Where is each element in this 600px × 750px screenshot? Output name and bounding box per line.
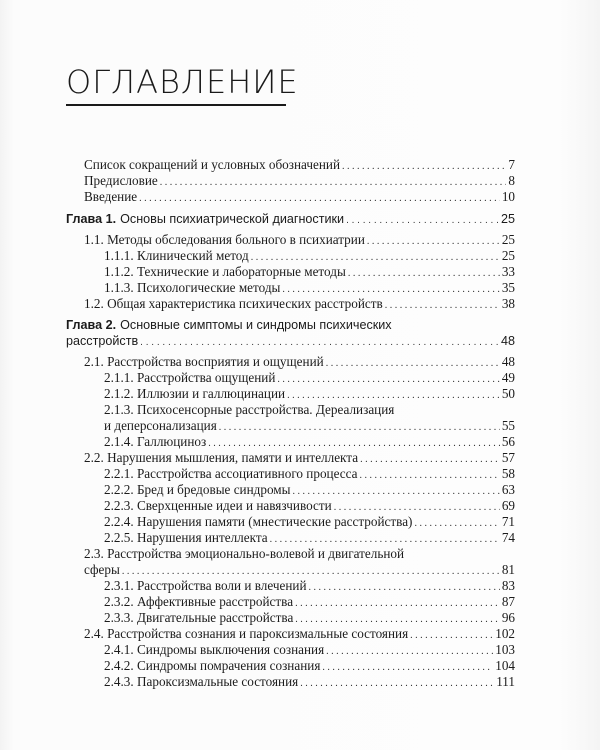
toc-subsection[interactable] (104, 642, 515, 659)
dot-leader (295, 610, 500, 627)
toc-page-number: 50 (501, 386, 515, 401)
toc-entry-text: 2.1. Расстройства восприятия и ощущений (84, 354, 324, 369)
dot-leader (208, 434, 500, 451)
toc-subsection[interactable] (104, 264, 515, 281)
toc-page-number: 10 (501, 189, 515, 204)
dot-leader (160, 173, 507, 190)
dot-leader (140, 334, 499, 350)
dot-leader (282, 280, 499, 297)
chapter-title: Основные симптомы и синдромы психических (120, 318, 392, 332)
toc-subsection[interactable] (104, 386, 515, 403)
toc-entry-text: 2.2.1. Расстройства ассоциативного процесса (104, 466, 358, 481)
dot-leader (322, 658, 493, 675)
toc-page-number: 25 (500, 212, 515, 226)
toc-section[interactable] (84, 232, 515, 249)
toc-section[interactable] (84, 562, 515, 579)
toc-page-number: 48 (501, 354, 515, 369)
toc-page-number: 96 (501, 610, 515, 625)
toc-entry-text-cont: и деперсонализация (104, 418, 217, 433)
toc-page-number: 111 (496, 674, 515, 689)
dot-leader (346, 212, 499, 228)
toc-entry-text: 2.3.1. Расстройства воли и влечений (104, 578, 307, 593)
dot-leader (122, 562, 500, 579)
toc-page-number: 8 (508, 173, 515, 188)
toc-subsection[interactable] (104, 578, 515, 595)
toc-page-number: 103 (495, 642, 515, 657)
toc-page-number: 71 (501, 514, 515, 529)
toc-subsection[interactable] (104, 658, 515, 675)
toc-subsection[interactable] (104, 514, 515, 531)
toc-page-number: 58 (501, 466, 515, 481)
toc-page-number: 33 (501, 264, 515, 279)
toc-subsection-line1[interactable] (104, 402, 394, 417)
toc-entry-text: 2.3.3. Двигательные расстройства (104, 610, 294, 625)
toc-entry-text: 2.1.3. Психосенсорные расстройства. Дереализация (104, 402, 395, 417)
toc-page-number: 57 (501, 450, 515, 465)
toc-section[interactable] (84, 296, 515, 313)
toc-chapter-2[interactable] (66, 334, 515, 350)
toc-entry-text: 2.2.4. Нарушения памяти (мнестические расстройства) (104, 514, 413, 529)
chapter-label: Глава 2. (66, 318, 117, 332)
toc-subsection[interactable] (104, 674, 515, 691)
toc-subsection[interactable] (104, 280, 515, 297)
dot-leader (414, 514, 499, 531)
toc-entry-text: 2.2.3. Сверхценные идеи и навязчивости (104, 498, 332, 513)
toc-entry-text: 2.4.3. Пароксизмальные состояния (104, 674, 299, 689)
toc-entry-abbreviations[interactable] (84, 157, 515, 174)
toc-entry-text-cont: сферы (84, 562, 120, 577)
dot-leader (410, 626, 493, 643)
page-title: ОГЛАВЛЕНИЕ (66, 63, 299, 101)
toc-entry-text: 2.1.2. Иллюзии и галлюцинации (104, 386, 286, 401)
toc-entry-text: Предисловие (84, 173, 158, 188)
dot-leader (360, 466, 500, 483)
dot-leader (139, 189, 500, 206)
toc-subsection[interactable] (104, 370, 515, 387)
toc-page-number: 35 (501, 280, 515, 295)
toc-page-number: 49 (501, 370, 515, 385)
dot-leader (334, 498, 500, 515)
toc-subsection[interactable] (104, 248, 515, 265)
toc-entry-preface[interactable] (84, 173, 515, 190)
toc-entry-text: Введение (84, 189, 138, 204)
toc-entry-text: 1.1.3. Психологические методы (104, 280, 281, 295)
toc-page-number: 102 (495, 626, 515, 641)
toc-entry-text: 2.2.2. Бред и бредовые синдромы (104, 482, 291, 497)
toc-subsection[interactable] (104, 466, 515, 483)
toc-section[interactable] (84, 626, 515, 643)
toc-entry-text: 2.3.2. Аффективные расстройства (104, 594, 294, 609)
dot-leader (251, 248, 500, 265)
dot-leader (277, 370, 499, 387)
title-underline (66, 104, 286, 106)
toc-page-number: 87 (501, 594, 515, 609)
toc-page-number: 81 (501, 562, 515, 577)
toc-entry-text: 2.2.5. Нарушения интеллекта (104, 530, 268, 545)
toc-entry-text: 2.4.1. Синдромы выключения сознания (104, 642, 325, 657)
toc-subsection[interactable] (104, 434, 515, 451)
dot-leader (219, 418, 500, 435)
toc-page-number: 55 (501, 418, 515, 433)
toc-page-number: 25 (501, 248, 515, 263)
dot-leader (385, 296, 500, 313)
dot-leader (287, 386, 500, 403)
toc-page-number: 69 (501, 498, 515, 513)
toc-entry-text: 1.1.1. Клинический метод (104, 248, 249, 263)
dot-leader (342, 157, 506, 174)
dot-leader (293, 482, 500, 499)
toc-subsection[interactable] (104, 498, 515, 515)
toc-section-line1[interactable] (84, 546, 404, 561)
dot-leader (270, 530, 500, 547)
dot-leader (348, 264, 500, 281)
toc-subsection[interactable] (104, 610, 515, 627)
toc-entry-introduction[interactable] (84, 189, 515, 206)
dot-leader (367, 232, 500, 249)
toc-page-number: 48 (500, 334, 515, 348)
toc-entry-text: Список сокращений и условных обозначений (84, 157, 340, 172)
toc-entry-text: 2.3. Расстройства эмоционально-волевой и двигательной (84, 546, 405, 561)
toc-section[interactable] (84, 354, 515, 371)
toc-page-number: 63 (501, 482, 515, 497)
toc-entry-text: 2.4.2. Синдромы помрачения сознания (104, 658, 321, 673)
toc-page-number: 56 (501, 434, 515, 449)
toc-entry-text: 1.2. Общая характеристика психических расстройств (84, 296, 383, 311)
toc-section[interactable] (84, 450, 515, 467)
toc-page-number: 7 (508, 157, 515, 172)
toc-chapter-1[interactable] (66, 212, 515, 228)
toc-entry-text: 2.4. Расстройства сознания и пароксизмальные состояния (84, 626, 409, 641)
toc-entry-text: 1.1.2. Технические и лабораторные методы (104, 264, 346, 279)
toc-page-number: 83 (501, 578, 515, 593)
toc-chapter-2-line1[interactable] (66, 318, 392, 333)
toc-subsection[interactable] (104, 530, 515, 547)
chapter-title: Основы психиатрической диагностики (120, 212, 345, 226)
toc-entry-text: 1.1. Методы обследования больного в психиатрии (84, 232, 365, 247)
dot-leader (309, 578, 500, 595)
dot-leader (295, 594, 500, 611)
chapter-title-cont: расстройств (66, 334, 139, 348)
toc-entry-text: 2.1.1. Расстройства ощущений (104, 370, 276, 385)
toc-page-number: 25 (501, 232, 515, 247)
toc-entry-text: 2.1.4. Галлюциноз (104, 434, 207, 449)
toc-page-number: 74 (501, 530, 515, 545)
toc-subsection[interactable] (104, 418, 515, 435)
dot-leader (300, 674, 494, 691)
toc-subsection[interactable] (104, 594, 515, 611)
toc-entry-text: 2.2. Нарушения мышления, памяти и интеллекта (84, 450, 359, 465)
chapter-label: Глава 1. (66, 212, 117, 226)
dot-leader (360, 450, 500, 467)
dot-leader (326, 642, 493, 659)
dot-leader (326, 354, 500, 371)
toc-page-number: 38 (501, 296, 515, 311)
toc-subsection[interactable] (104, 482, 515, 499)
toc-page-number: 104 (495, 658, 515, 673)
